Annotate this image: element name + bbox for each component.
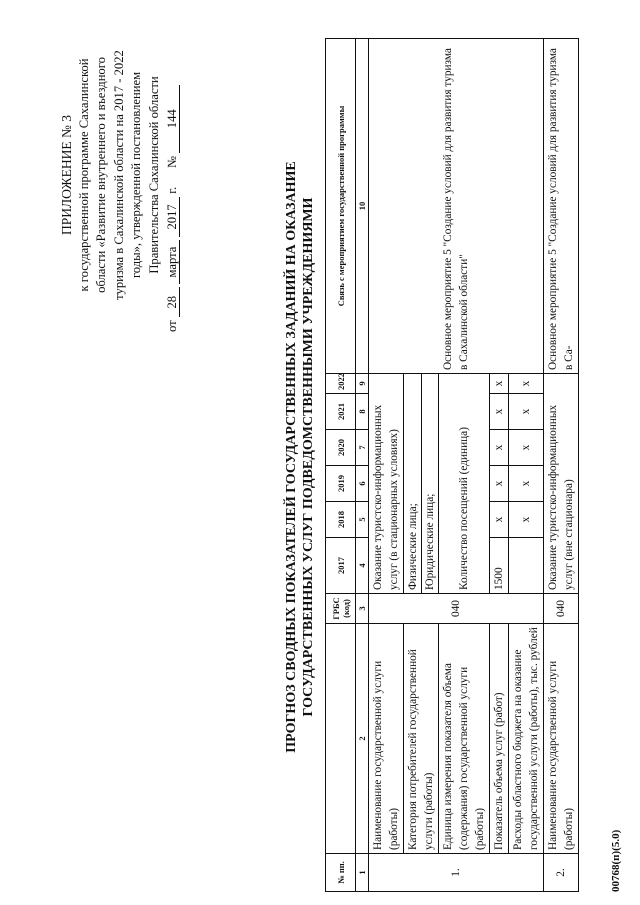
expense-label: Расходы областного бюджета на оказание государственной услуги (работы), тыс. рублей [509, 624, 544, 854]
appendix-line: области «Развитие внутреннего и въездного [94, 57, 109, 293]
document-title [283, 27, 317, 887]
table-row [544, 39, 579, 892]
indicators-table [325, 38, 579, 892]
category-label: Категория потребителей государственной услуги (работы) [404, 624, 439, 854]
expense-2022: x [509, 374, 544, 394]
expense-2018: x [509, 502, 544, 538]
column-number: 10 [356, 39, 369, 374]
decree-month: марта [166, 240, 180, 284]
column-number: 7 [356, 430, 369, 466]
appendix-block [58, 10, 181, 340]
volume-2019: x [490, 466, 509, 502]
appendix-line: туризма в Сахалинской области на 2017 - 2022 [111, 50, 126, 300]
appendix-signature-line [164, 10, 182, 340]
header-cell: ГРБС (код) [326, 594, 356, 624]
volume-2017: 1500 [490, 538, 509, 594]
appendix-heading: ПРИЛОЖЕНИЕ № 3 [59, 114, 74, 236]
category-value-1: Физические лица; [407, 503, 419, 590]
table-row [369, 39, 404, 892]
row-number: 2. [544, 854, 579, 892]
appendix-line: Правительства Сахалинской области [146, 76, 161, 274]
header-cell: 2021 [326, 394, 356, 430]
appendix-line: годы», утвержденной постановлением [129, 71, 144, 279]
service-name-label: Наименование государственной услуги (работы) [544, 624, 579, 854]
decree-day: 28 [166, 287, 180, 317]
column-number: 8 [356, 394, 369, 430]
volume-label: Показатель объема услуг (работ) [490, 624, 509, 854]
category-value-2: Юридические лица; [421, 374, 438, 593]
decree-number: 144 [166, 85, 180, 153]
from-label: от [164, 320, 179, 332]
decree-year: 2017 [166, 197, 180, 237]
header-cell: 2018 [326, 502, 356, 538]
category-value [404, 374, 439, 594]
header-row [326, 39, 356, 892]
header-cell: Связь с мероприятием государственной программы [326, 39, 356, 374]
unit-label: Единица измерения показателя объема (содержания) государственной услуги (работы) [439, 624, 490, 854]
column-number: 6 [356, 466, 369, 502]
header-cell: 2019 [326, 466, 356, 502]
volume-2020: x [490, 430, 509, 466]
expense-2021: x [509, 394, 544, 430]
service-name-label: Наименование государственной услуги (работы) [369, 624, 404, 854]
column-number: 9 [356, 374, 369, 394]
year-suffix: г. [164, 186, 179, 194]
service-name-value: Оказание туристско-информационных услуг (вне стационара) [544, 374, 579, 594]
header-cell [326, 624, 356, 854]
column-number: 5 [356, 502, 369, 538]
expense-2019: x [509, 466, 544, 502]
number-label: № [164, 155, 179, 168]
column-number: 2 [356, 624, 369, 854]
header-cell: 2020 [326, 430, 356, 466]
expense-2017 [509, 538, 544, 594]
header-cell: 2022 [326, 374, 356, 394]
row-number: 1. [369, 854, 544, 892]
grbs-code: 040 [369, 594, 544, 624]
volume-2018: x [490, 502, 509, 538]
column-number: 1 [356, 854, 369, 892]
volume-2021: x [490, 394, 509, 430]
header-cell: 2017 [326, 538, 356, 594]
grbs-code: 040 [544, 594, 579, 624]
volume-2022: x [490, 374, 509, 394]
unit-value: Количество посещений (единица) [439, 374, 490, 594]
service-name-value: Оказание туристско-информационных услуг (в стационарных условиях) [369, 374, 404, 594]
expense-2020: x [509, 430, 544, 466]
column-number: 3 [356, 594, 369, 624]
title-line-2: ГОСУДАРСТВЕННЫХ УСЛУГ ПОДВЕДОМСТВЕННЫМИ УЧРЕЖДЕНИЯМИ [301, 197, 316, 717]
footer-code: 00768(п)(5.0) [610, 829, 622, 892]
title-line-1: ПРОГНОЗ СВОДНЫХ ПОКАЗАТЕЛЕЙ ГОСУДАРСТВЕННЫХ ЗАДАНИЙ НА ОКАЗАНИЕ [284, 161, 299, 753]
column-number: 4 [356, 538, 369, 594]
column-number-row [356, 39, 369, 892]
program-link: Основное мероприятие 5 "Создание условий для развития туризма в Сахалинской области" [369, 39, 544, 374]
appendix-line: к государственной программе Сахалинской [76, 58, 91, 292]
program-link: Основное мероприятие 5 "Создание условий для развития туризма в Са- [544, 39, 579, 374]
header-cell: № пп. [326, 854, 356, 892]
